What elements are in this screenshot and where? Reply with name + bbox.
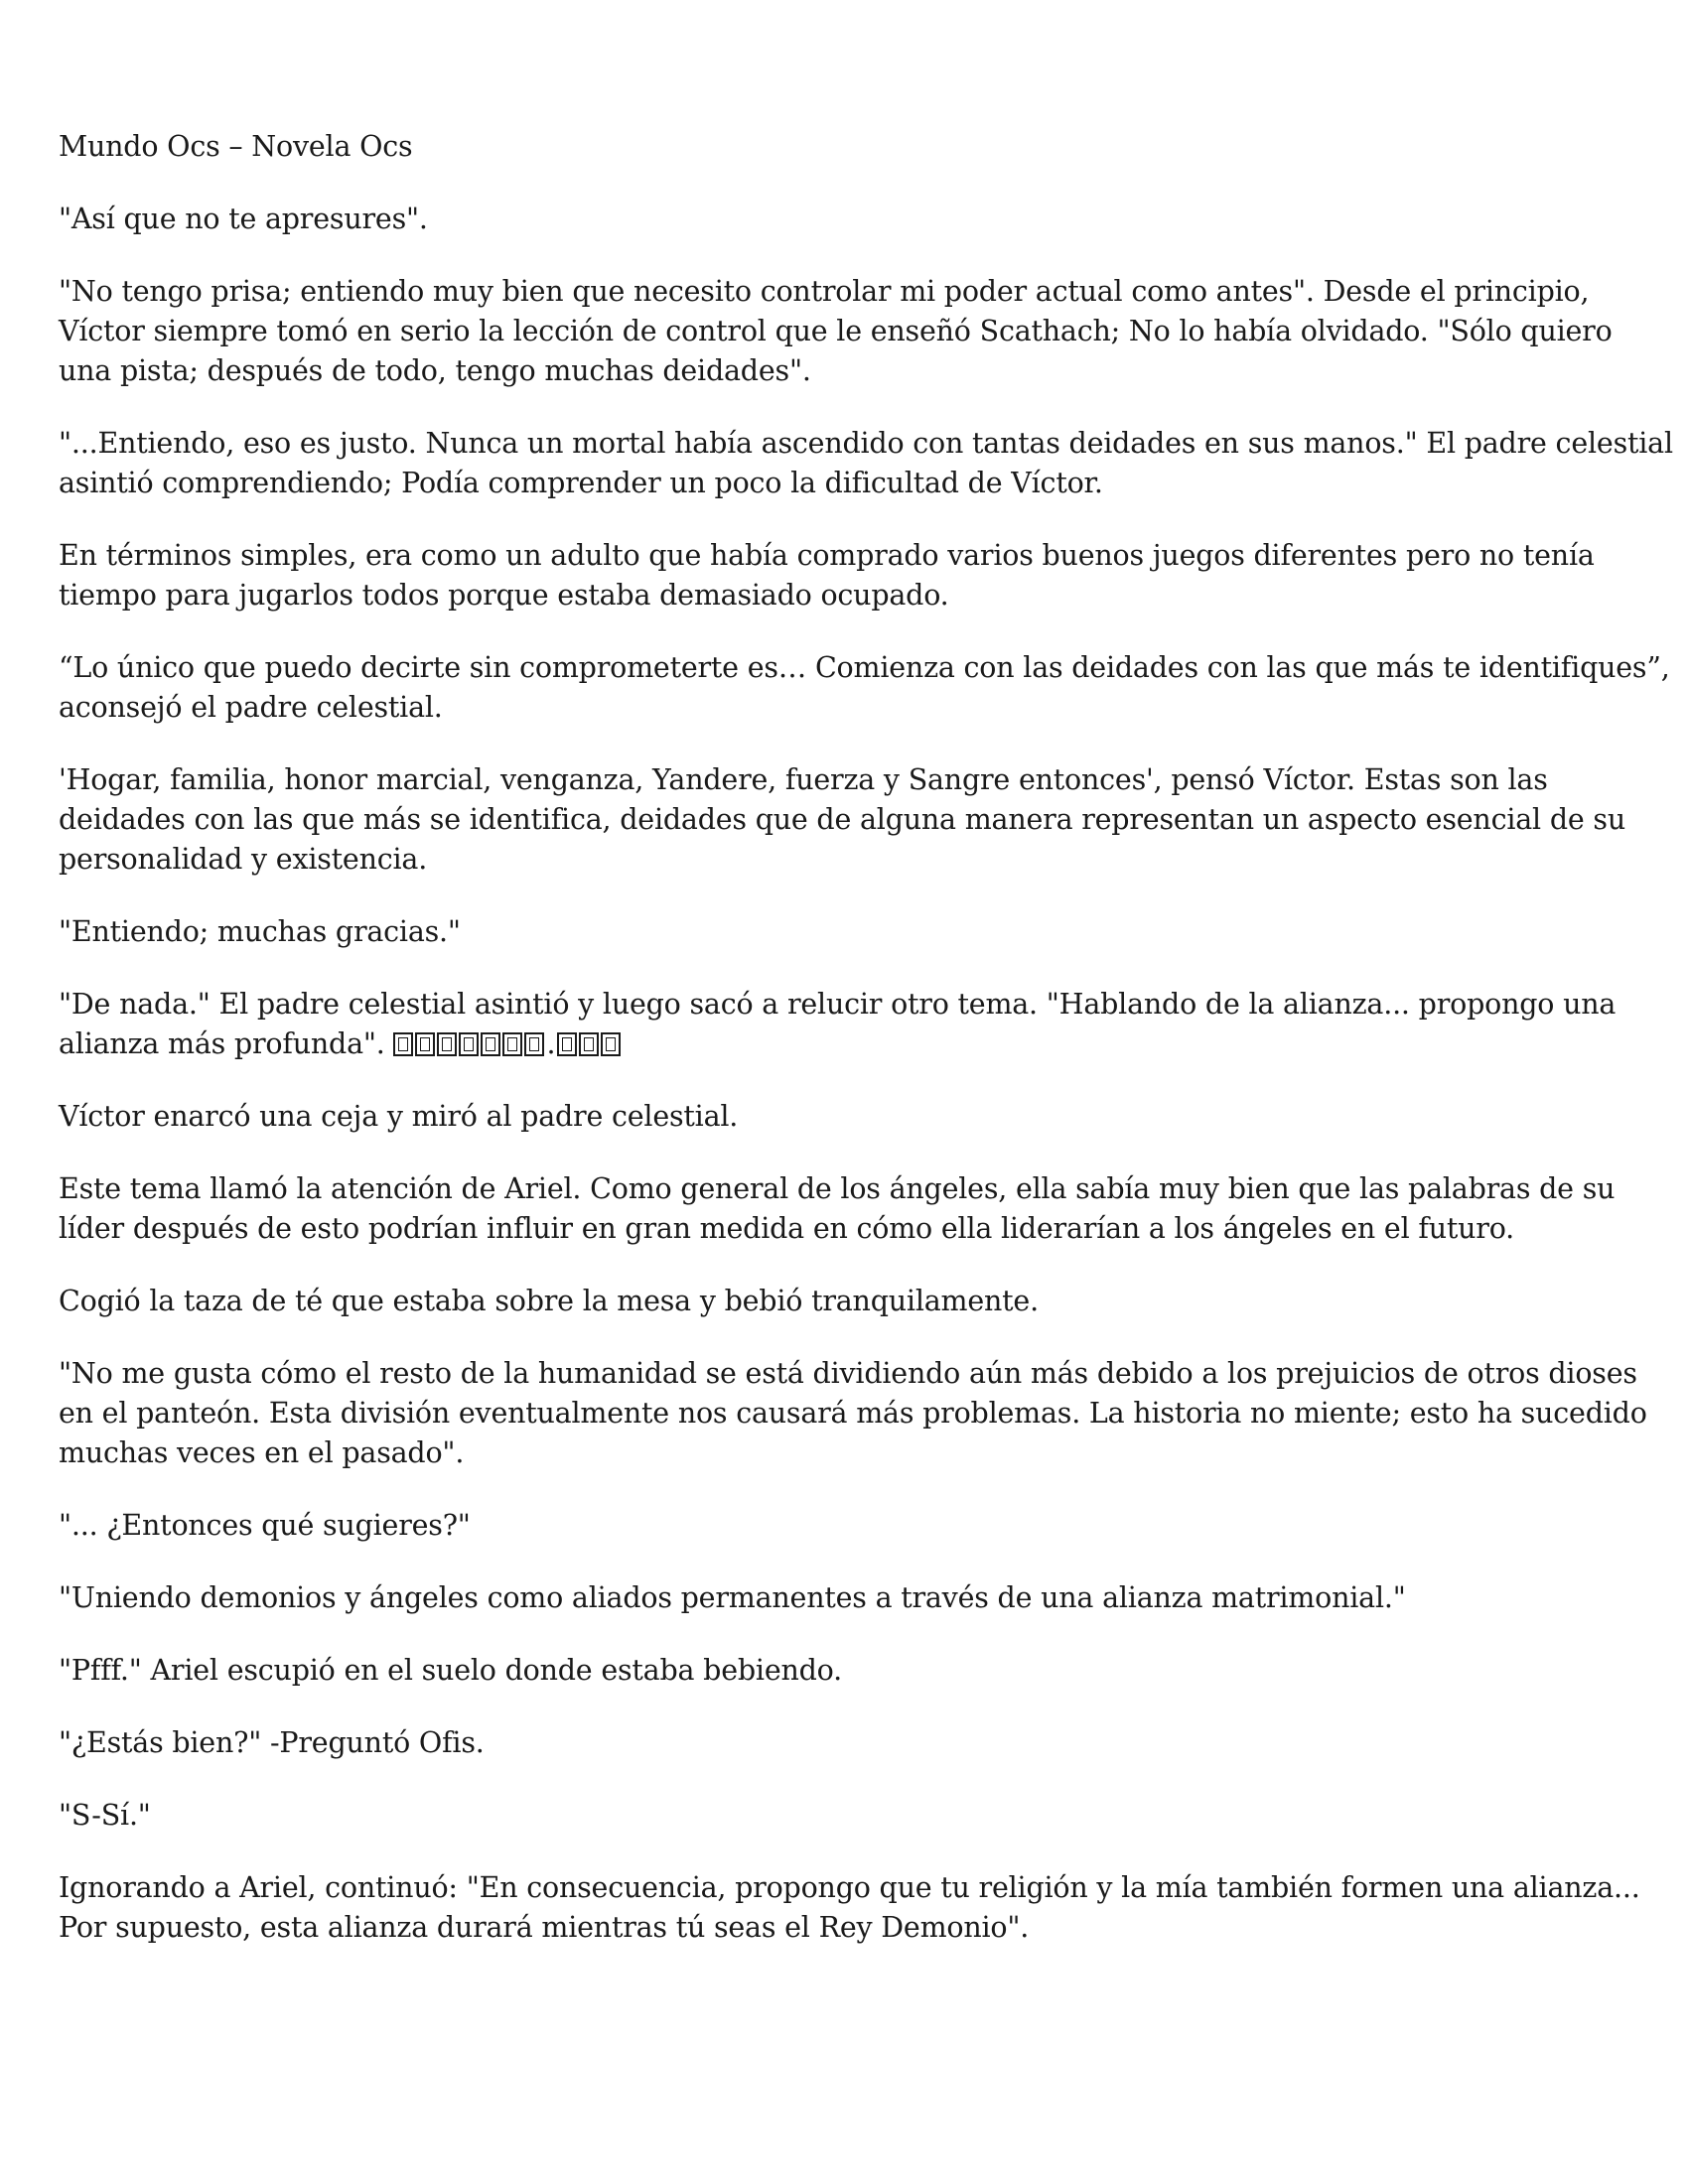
text-line: Víctor siempre tomó en serio la lección de control que le enseñó Scathach; No lo había olvidado. "Sólo quiero — [59, 315, 1613, 347]
paragraph — [59, 648, 1670, 728]
missing-glyph-icon — [393, 1032, 413, 1056]
missing-glyph-sequence — [393, 1027, 623, 1060]
text-line: "¿Estás bien?" -Preguntó Ofis. — [59, 1726, 485, 1759]
paragraph — [59, 1506, 1647, 1546]
paragraph — [59, 1796, 1647, 1836]
text-line: 'Hogar, familia, honor marcial, venganza, Yandere, fuerza y Sangre entonces', pensó Víctor. Estas son las — [59, 763, 1548, 796]
text-line: Cogió la taza de té que estaba sobre la mesa y bebió tranquilamente. — [59, 1285, 1039, 1317]
missing-glyph-icon — [579, 1032, 599, 1056]
glyph-dot: . — [546, 1027, 556, 1060]
paragraph — [59, 1651, 1647, 1691]
text-line: "De nada." El padre celestial asintió y luego sacó a relucir otro tema. "Hablando de la alianza... propongo una — [59, 988, 1617, 1021]
text-line: deidades con las que más se identifica, deidades que de alguna manera representan un aspecto esencial de su — [59, 803, 1625, 836]
text-line: "Pfff." Ariel escupió en el suelo donde estaba bebiendo. — [59, 1654, 842, 1687]
text-line: Víctor enarcó una ceja y miró al padre celestial. — [59, 1100, 739, 1133]
text-line: aconsejó el padre celestial. — [59, 691, 443, 724]
paragraph — [59, 1578, 1647, 1618]
document-header: Mundo Ocs – Novela Ocs — [59, 130, 413, 163]
text-line: una pista; después de todo, tengo muchas deidades". — [59, 354, 811, 387]
paragraph — [59, 1868, 1647, 1948]
text-line: "No tengo prisa; entiendo muy bien que necesito controlar mi poder actual como antes". Desde el principio, — [59, 275, 1590, 308]
text-line: muchas veces en el pasado". — [59, 1436, 465, 1469]
text-line: asintió comprendiendo; Podía comprender un poco la dificultad de Víctor. — [59, 467, 1103, 499]
text-line: Este tema llamó la atención de Ariel. Como general de los ángeles, ella sabía muy bien que las palabras de su — [59, 1172, 1616, 1205]
paragraph — [59, 760, 1647, 880]
text-line: alianza más profunda". . — [59, 1024, 1647, 1064]
paragraph — [59, 536, 1647, 615]
text-line: “Lo único que puedo decirte sin comprometerte es… Comienza con las deidades con las que más te identifiques”, — [59, 651, 1670, 684]
paragraph — [59, 912, 1647, 952]
text-line: personalidad y existencia. — [59, 843, 428, 876]
paragraph — [59, 272, 1647, 391]
missing-glyph-icon — [601, 1032, 621, 1056]
text-line: en el panteón. Esta división eventualmente nos causará más problemas. La historia no miente; esto ha sucedido — [59, 1397, 1647, 1430]
text-line: En términos simples, era como un adulto que había comprado varios buenos juegos diferentes pero no tenía — [59, 539, 1595, 572]
paragraph — [59, 200, 1647, 239]
text-line: "... ¿Entonces qué sugieres?" — [59, 1509, 471, 1542]
text-line: "Uniendo demonios y ángeles como aliados permanentes a través de una alianza matrimonial." — [59, 1581, 1406, 1614]
paragraph — [59, 1282, 1647, 1321]
missing-glyph-icon — [481, 1032, 500, 1056]
missing-glyph-icon — [557, 1032, 577, 1056]
text-line: Por supuesto, esta alianza durará mientras tú seas el Rey Demonio". — [59, 1911, 1030, 1944]
text-line: "...Entiendo, eso es justo. Nunca un mortal había ascendido con tantas deidades en sus manos." El padre celestial — [59, 427, 1673, 460]
text-line: "Entiendo; muchas gracias." — [59, 915, 461, 948]
text-line: "Así que no te apresures". — [59, 203, 428, 235]
paragraph — [59, 424, 1673, 503]
paragraph — [59, 1723, 1647, 1763]
missing-glyph-icon — [524, 1032, 544, 1056]
document-body — [59, 200, 1673, 1948]
document-page — [59, 127, 1673, 1980]
missing-glyph-icon — [437, 1032, 457, 1056]
missing-glyph-icon — [415, 1032, 435, 1056]
paragraph — [59, 1169, 1647, 1249]
text-line: líder después de esto podrían influir en gran medida en cómo ella liderarían a los ángeles en el futuro. — [59, 1212, 1515, 1245]
paragraph — [59, 1354, 1647, 1473]
paragraph — [59, 985, 1647, 1064]
missing-glyph-icon — [459, 1032, 479, 1056]
text-line: "S-Sí." — [59, 1799, 151, 1832]
paragraph — [59, 1097, 1647, 1137]
text-line: tiempo para jugarlos todos porque estaba demasiado ocupado. — [59, 579, 949, 612]
text-line: Ignorando a Ariel, continuó: "En consecuencia, propongo que tu religión y la mía también formen una alianza... — [59, 1871, 1640, 1904]
text-line: "No me gusta cómo el resto de la humanidad se está dividiendo aún más debido a los prejuicios de otros dioses — [59, 1357, 1637, 1390]
missing-glyph-icon — [502, 1032, 522, 1056]
